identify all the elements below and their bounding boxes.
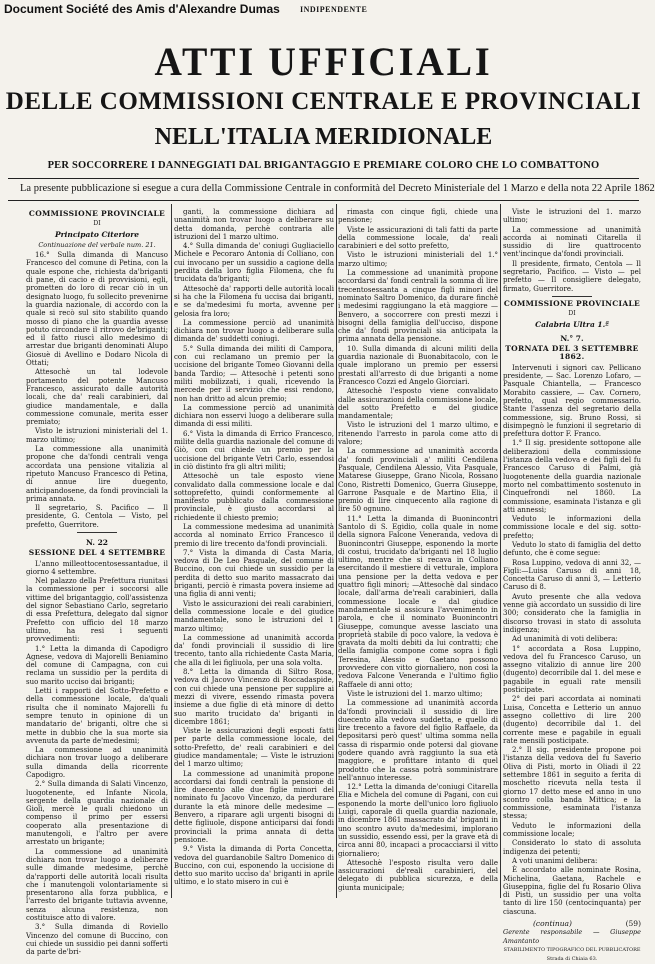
paragraph: 2.° Il sig. presidente propone poi l'istanza della vedova del fu Saverio Oliva di Pisti, morto in Oliadi il 22 settembre 1861 in seguito a ferita di moschetto ricevuta nella testa il giorno 17 detto mese ed anno in uno scontro colla banda Mittica; e la commissione, esaminata l'istanza stessa; <box>503 746 641 821</box>
section-heading: COMMISSIONE PROVINCIALE <box>503 298 641 308</box>
paragraph: Rosa Luppino, vedova di anni 32, — Figli:—Luisa Caruso di anni 18, Concetta Caruso di anni 3, — Letterio Caruso di 8. <box>503 558 641 592</box>
masthead: INDIPENDENTE <box>300 5 368 14</box>
paragraph: La commessione alla unanimità propone che da'fondi centrali venga accordata una pensione vitalizia al ripetuto Mancuso Francesco di Petina, di annue lire duegento, anticipandosene, da fondi provinciali la prima annata. <box>26 445 168 503</box>
title-line-4: PER SOCCORRERE I DANNEGGIATI DAL BRIGANTAGGIO E PREMIARE COLORO CHE LO COMBATTONO <box>47 160 600 171</box>
paragraph: Letti i rapporti del Sotto-Prefetto e della commessione locale, da'quali risulta che il nominato Majorelli fu sempre tenuto in opinione di un mandatario de' briganti, oltre che si mette in dubbio che la sua morte sia avvenuta da parte de'medesimi; <box>26 687 168 745</box>
paragraph: La commessione ad unanimità dichiara non trovar luogo a deliberare sulle dimande medesime, perchè da'rapporti delle autorità locali risulta che i manutengoli volontariamente si presentarono alla forza pubblica, e l'arresto del brigante tuttavia avvenne, senza alcuna resistenza, non costituisce atto di valore. <box>26 847 168 923</box>
printer-line: STABILIMENTO TIPOGRAFICO DEL PUBBLICATORE <box>503 946 641 953</box>
paragraph: La commessione ad unanimità accorda da' fondi provinciali a' militi Cendilena Pasquale, Cendilena Alessio, Vita Pasquale, Matarese Giuseppe, Grano Nicola, Rossano Cono, Ristretti Domenico, Guerra Giuseppe, Garrone Pasquale e de Martino Elia, il premio di lire cinquecento alla ragione di lire 50 ognuno. <box>338 447 498 514</box>
paragraph: La commessione ad unanimità accorda da'fondi provinciali il sussidio di lire duecento alla vedova suddetta, e quello di lire trecento a favore del figlio Raffaele, da depositarsi però quest' ultima somma nella cassa di risparmio onde potersi dal giovane godere quando avrà raggiunto la sua età maggiore, e profittare intanto di quel prodotto che la cassa potrà somministrare nell'annuo interesse. <box>338 699 498 782</box>
top-rule <box>8 178 639 179</box>
column-divider <box>500 204 501 898</box>
archive-stamp: Document Société des Amis d'Alexandre Dumas <box>4 2 280 16</box>
separator <box>77 532 117 533</box>
paragraph: Avuto presente che alla vedova venne già accordato un sussidio di lire 300; considerato che la famiglia in discorso trovasi in stato di assoluta indigenza; <box>503 592 641 634</box>
paragraph: La commessione ad unanimità propone accordarsi da' fondi centrali la somma di lire trecentosessanta a cinque figli minori del nominato Saltro Domenico, da durare finchè i medesimi raggiungano la età maggiore — Benvero, a soccorrere con presti mezzi i bisogni della famiglia dell'ucciso, dispone che da' fondi provinciali sia anticipata la prima annata della pensione. <box>338 269 498 344</box>
paragraph: 7.° Vista la dimanda di Casta Maria, vedova di De Leo Pasquale, del comune di Buccino, con cui chiede un sussidio per la perdita di detto suo marito massacrato dai briganti, perciò è rimasta povera insieme ad una figlia di anni venti; <box>174 548 334 599</box>
separator <box>552 296 592 297</box>
column-1 <box>26 208 168 957</box>
paragraph: 6.° Vista la dimanda di Errico Francesco, milite della guardia nazionale del comune di Giò, con cui chiede un premio per la uccisione del brigante Vetri Carlo, essendosi in ciò distinto fra gli altri militi; <box>174 429 334 471</box>
paragraph: Il segretario, S. Pacifico — Il presidente, G. Centola — Visto, pel prefetto, Guerritore. <box>26 504 168 529</box>
paragraph: Veduto le informazioni della commissione locale; <box>503 821 641 839</box>
paragraph: La commessione ad unanimità propone accordarsi dai fondi centrali la pensione di lire duecento alle due figlie minori del nominato fu Jacovo Vincenzo, da perdurare durante la età minore delle medesime — Benvero, a riparare agli urgenti bisogni di dette figliuole, dispone anticiparsi dai fondi provinciali la prima annata di detta pensione. <box>174 769 334 844</box>
column-4 <box>503 208 641 963</box>
paragraph: 16.° Sulla dimanda di Mancuso Francesco del comune di Petina, con la quale espone che, richiesta da'briganti di pane, di cacio e di provvisioni, egli, prometten do loro di recar ciò in un designato luogo, fu sollecito prevenirne la guardia nazionale, di accordo con la quale si recò sul sito stabilito quando mosso di piano che la guardia avesse potuto circondare il ritrovo de'briganti; ed il fatto riuscì allo medesimo di arrestar due briganti denominati Alupo Giosuè di Avellino e Dodaro Nicola di Ottati; <box>26 251 168 368</box>
paragraph: 11.° Letta la dimanda di Buonincontri Santolo di S. Egidio, colla quale in nome della signora Falcone Veneranda, vedova di Buonincontri Giuseppe, esponendo la morte di costui, trucidato da'briganti nel 18 luglio ultimo, mentre che si recava in Colliano esercitando il mestiere di vetturale, implora una pensione per la detta vedova e per quattro figli minori; —Attesochè dal sindaco locale, dall'arma de'reali carabinieri, dalla commessione locale e dal giudice mandamentale si assicura l'avvenimento in parola, e che il nominato Buonincontri Giuseppe, comunque avesse lasciato una proprietà stabile di poco valore, la vedova è gravata da molti debiti da lui contratti; che della famiglia compone come sopra i figli Teresina, Alessio e Gaetano possono provvedere con vitto giornaliero, non così la vedova Falcone Veneranda e l'ultimo figlio Raffaele di anni otto; <box>338 514 498 689</box>
paragraph: 4.° Sulla dimanda de' coniugi Gugliaciello Michele e Pecoraro Antonia di Colliano, con cui invocano per un sussidio a cagione della perdita della loro figlia Filomena, che fu trucidata da'briganti; <box>174 242 334 284</box>
paragraph: La commessione ad unanimità accorda da' fondi provinciali il sussidio di lire trecento, tanto alla richiedente Casta Maria, che alla di lei figliuola, per una sola volta. <box>174 633 334 667</box>
paragraph: Attesochè l'esposto risulta vero dalle assicurazioni de'reali carabinieri, del delegato di pubblica sicurezza, e della giunta municipale; <box>338 858 498 892</box>
session-heading: SESSIONE DEL 4 SETTEMBRE <box>28 548 166 558</box>
paragraph: 5.° Sulla dimanda dei militi di Campora, con cui reclamano un premio per la uccisione del brigante Tomeo Giovanni della banda Tardio; — Attesochè i petenti sono militi mobilizzati, i quali, ricevendo la mercede per il servizio che essi rendono, non han dritto ad alcun premio; <box>174 344 334 403</box>
section-heading-di: DI <box>568 310 576 318</box>
continuation-note: Continuazione del verbale num. 21. <box>38 240 156 249</box>
province-name: Calabria Ultra 1.ª <box>535 319 609 329</box>
paragraph: Visto le assicurazioni dei reali carabinieri, della commessione locale e del giudice mandamentale, sono le istruzioni del 1 marzo ultimo; <box>174 599 334 633</box>
column-divider <box>336 204 337 898</box>
paragraph: Visto le istruzioni del 1 marzo ultimo, e ritenendo l'arresto in parola come atto di valore; <box>338 421 498 447</box>
paragraph: Il presidente, firmato, Centola — Il segretario, Pacifico. — Visto — pel prefetto — Il consigliere delegato, firmato, Guerritore. <box>503 259 641 293</box>
paragraph: Intervenuti i signori cav. Pellicano presidente, — Sac. Lorenzo Lofaro, — Pasquale Chiantella, — Francesco Morabito cassiere, — Cav. Cornero, prefetto, qual regio commessario. Stante l'assenza del segretario della commessione, sig. Bruno Rossi, si disimpegnò le funzioni il segretario di prefettura dottor F. Franco. <box>503 363 641 439</box>
continua-label: (continua) <box>533 919 572 929</box>
paragraph: Considerato lo stato di assoluta indigenza dei petenti; <box>503 839 641 856</box>
paragraph: 1.° Letta la dimanda di Capodigro Agnese, vedova di Majorelli Beniamino del comune di Campagna, con cui reclama un sussidio per la perdita di suo marito ucciso dai briganti; <box>26 644 168 686</box>
paragraph: Viste le assicurazioni di tali fatti da parte della commessione locale, da' reali carabinieri e del sotto prefetto, <box>338 225 498 251</box>
report-number: N. 22 <box>85 537 109 547</box>
paragraph: Attesochè l'esposto viene convalidato dalle assicurazioni della commissione locale, del sotto Prefetto e del giudice mandamentale; <box>338 387 498 421</box>
intro-line: La presente pubblicazione si esegue a cura della Commissione Centrale in conformità del Decreto Ministeriale del 1 Marzo e della nota 22 Aprile 1862 <box>20 183 655 194</box>
column-2 <box>174 208 334 898</box>
paragraph: È accordato alle nominate Rosina, Michelina, Gaetana, Rachele e Giuseppina, figlie del fu Rosario Oliva di Pisti, un sussidio per una volta tanto di lire 150 (centocinquanta) per ciascuna. <box>503 866 641 916</box>
paragraph: Viste le assicurazioni degli esposti fatti per parte della commessione locale, del sotto-Prefetto, de' reali carabinieri e del giudice mandamentale; — Viste le istruzioni del 1 marzo ultimo; <box>174 727 334 769</box>
paragraph: 12.° Letta la dimanda de'coniugi Citarella Elia e Michela del comune di Pagani, con cui esponendo la morte dell'unico loro figliuolo Luigi, caporale di quella guardia nazionale, in dicembre 1861 massacrato da' briganti in uno scontro avuto da'medesimi, implorano un sussidio, essendo essi, per la grave età di circa anni 80, incapaci a procacciarsi il vitto giornaliero; <box>338 783 498 858</box>
paragraph: Attesochè un tal lodevole portamento del potente Mancuso Francesco, assicurato dalle autorità locali, che da' reali carabinieri, dal giudice mandamentale, e dalla commessione comunale, merita esser premiato; <box>26 368 168 427</box>
paragraph: 2° dei pari accordata ai nominati Luisa, Concetta e Letterio un annuo assegno collettivo di lire 200 (dugento) decorribile dal 1. del corrente mese e pagabile in eguali rate mensili posticipate. <box>503 695 641 745</box>
column-3 <box>338 208 498 898</box>
title-line-1: ATTI UFFICIALI <box>154 39 493 84</box>
session-heading: TORNATA DEL 3 SETTEMBRE 1862. <box>505 344 639 362</box>
paragraph: 1° accordata a Rosa Luppino, vedova del fu Francesco Caruso, un assegno vitalizio di annue lire 200 (dugento) decorribile dal 1. del mese e pagabile in eguali rate mensili posticipate. <box>503 644 641 695</box>
column-divider <box>171 204 172 898</box>
paragraph: L'anno milleottocentosessantadue, il giorno 4 settembre. <box>26 559 168 576</box>
paragraph: ganti, la commessione dichiara ad unanimità non trovar luogo a deliberare su detta domanda, perchè contraria alle istruzioni del 1 marzo ultimo. <box>174 208 334 241</box>
paragraph: 2.° Sulla dimanda di Salati Vincenzo, luogotenente, ed Infante Nicola, sergente della guardia nazionale di Giolì, mercè le quali chiedono un compenso il primo per essersi cooperato alla presentazione di manutengoli, e l'altro per avere arrestato un brigante; <box>26 780 168 847</box>
paragraph: La commessione perciò ad unanimità dichiara non trovar luogo a deliberare sulla dimanda de' suddetti coniugi. <box>174 318 334 344</box>
paragraph: Attesochè un tale esposto viene convalidato dalla commessione locale e dal sottoprefetto, quindi conformemente al manifesto pubblicato dalla commessione provinciale, è giusto accordarsi al richiedente il chiesto premio; <box>174 472 334 522</box>
paragraph: La commessione perciò ad unanimità dichiara non esservi luogo a deliberare sulla dimanda di essi militi. <box>174 403 334 429</box>
paragraph: Visto le istruzioni ministeriali del 1. marzo ultimo; <box>26 427 168 444</box>
paragraph: La commessione ad unanimità dichiara non trovar luogo a deliberare sulla dimanda della ricorrente Capodigro. <box>26 746 168 779</box>
printer-address: Strada di Chiaia 63. <box>546 956 598 963</box>
gerente-line: Gerente responsabile — Giuseppe Amantanto <box>503 928 641 945</box>
title-line-2: DELLE COMMISSIONI CENTRALE E PROVINCIALI <box>5 88 642 115</box>
header-bottom-rule <box>8 200 639 201</box>
paragraph: Veduto le informazioni della commissione locale e del sig. sotto-prefetto; <box>503 515 641 540</box>
paragraph: Viste le istruzioni del 1. marzo ultimo; <box>347 689 483 698</box>
paragraph: La commessione ad unanimità accorda ai nominati Citarella il sussidio di lire quattrocento vent'incinque da'fondi provinciali. <box>503 225 641 259</box>
paragraph: 3.° Sulla dimanda di Roviello Vincenzo del comune di Buccino, con cui chiede un sussidio pei danni sofferti da parte de'bri- <box>26 923 168 957</box>
paragraph: Viste le istruzioni del 1. marzo ultimo; <box>503 208 641 225</box>
paragraph: Veduto lo stato di famiglia del detto defunto, che è come segue: <box>503 540 641 558</box>
paragraph: A voti unanimi delibera: <box>512 856 598 865</box>
section-heading: COMMISSIONE PROVINCIALE <box>28 209 166 218</box>
paragraph: Ad unanimità di voti delibera: <box>512 635 618 644</box>
paragraph: 9.° Vista la dimanda di Porta Concetta, vedova del guardanobile Saltro Domenico di Buccino, con cui, esponendo la uccisione di detto suo marito ucciso da' briganti in aprile ultimo, e lo stato misero in cui è <box>174 845 334 887</box>
paragraph: La commessione medesima ad unanimità accorda al nominato Errico Francesco il premio di lire trecento da'fondi provinciali. <box>174 522 334 548</box>
continuation-row <box>503 920 641 928</box>
section-heading-di: DI <box>93 220 101 228</box>
paragraph: Nel palazzo della Prefettura riunitasi la commessione per i soccorsi alle vittime del brigantaggio, coll'assistenza del signor Sebastiano Carlo, segretario di essa Prefettura, delegato dal signor Prefetto con ufficio del 18 marzo ultimo, ha resi i seguenti provvedimenti: <box>26 577 168 644</box>
paragraph: 8.° Letta la dimanda di Siltro Rosa, vedova di Jacovo Vincenzo di Roccadaspide, con cui chiede una pensione per supplire ai mezzi di vivere, essendo rimasta povera insieme a due figlie di età minore di detto suo marito trucidato da' briganti in dicembre 1861; <box>174 668 334 726</box>
report-number: N.° 7. <box>560 333 584 343</box>
paragraph: Attesochè da' rapporti delle autorità locali si ha che la Filomena fu uccisa dai briganti, e se da'medesimi fu morta, avvenne per gelosia fra loro; <box>174 284 334 318</box>
province-name: Principato Citeriore <box>54 229 140 239</box>
page-number: (59) <box>625 919 641 929</box>
paragraph: 10. Sulla dimanda di alcuni militi della guardia nazionale di Buonabitacolo, con le quale implorano un premio per essersi prestati all'arresto di due briganti a nome Francesco Cozzi ed Angelo Giorciari. <box>338 344 498 386</box>
paragraph: Visto le istruzioni ministeriali del 1.° marzo ultimo; <box>338 251 498 268</box>
paragraph: 1.° Il sig. presidente sottopone alle deliberazioni della commissione l'istanza della vedova e dei figli del fu Francesco Caruso di Palmi, già luogotenente della guardia nazionale morto nel combattimento sostenuto in Cinquefrondi nel 1860. La commissione, esaminata l'istanza e gli atti annessi; <box>503 439 641 514</box>
paragraph: rimasta con cinque figli, chiede una pensione; <box>338 208 498 225</box>
title-line-3: NELL'ITALIA MERIDIONALE <box>154 124 493 150</box>
